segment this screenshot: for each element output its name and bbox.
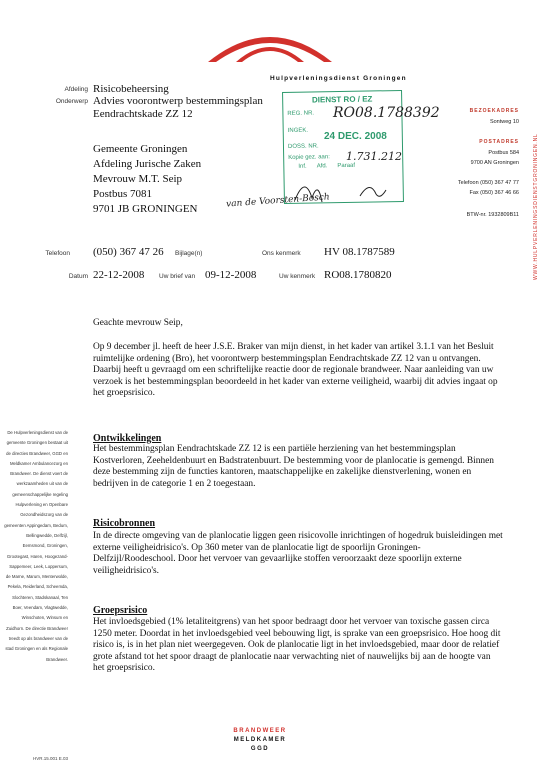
- paragraph-risicobronnen: In de directe omgeving van de planlocatie liggen geen risicovolle inrichtingen of hogedruk buisleidingen met externe veiligheidrisico's. Op 360 meter van de planlocatie ligt de spoorlijn Groningen-Delfzijl/Roodeschool. Door het vervoer van gevaarlijke stoffen veroorzaakt deze spoorlijn externe veiligheidrisico's.: [93, 531, 503, 576]
- stamp-doss-label: DOSS. NR.: [287, 143, 319, 150]
- datum-value: 22-12-2008: [93, 269, 145, 281]
- paragraph-intro: Op 9 december jl. heeft de heer J.S.E. Braker van mijn dienst, in het kader van artikel 3.1.1 van het Besluit ruimtelijke ordening (Bro), het voorontwerp bestemmingsplan Eendrachtskade ZZ 12 van u ontvangen. Daarbij heeft u gevraagd om een schriftelijke reactie door de regionale brandweer. Naar aanleiding van uw verzoek is het bestemmingsplan beoordeeld in het kader van externe veiligheid, waarbij dit advies ingaat op het groepsrisico.: [93, 342, 498, 399]
- footer-logo: [230, 727, 290, 754]
- footer-code: HVR.15.001 E.03: [33, 756, 69, 761]
- telefoon-value: (050) 367 47 26: [93, 246, 164, 258]
- subject-line-2: Eendrachtskade ZZ 12: [93, 108, 193, 120]
- label-datum: Datum: [68, 273, 88, 280]
- label-telefoon: Telefoon: [45, 250, 70, 257]
- handwritten-annotation: van de Voorsten-Bosch: [225, 192, 330, 210]
- paragraph-ontwikkelingen: Het bestemmingsplan Eendrachtskade ZZ 12 is een partiële herziening van het bestemmingsplan Kostverloren, Zeeheldenbuurt en Badstratenbuurt. De bestemming voor de planlocatie is gemengd. Binnen deze bestemming zijn de functies kantoren, maatschappelijke en zakelijke dienstverlening, wonen en bedrijven in de categorie 1 en 2 toegestaan.: [93, 444, 494, 489]
- footer-logo-meldkamer: MELDKAMER: [233, 737, 287, 743]
- stamp-reg-label: REG. NR.: [287, 110, 315, 117]
- recipient-line: 9701 JB GRONINGEN: [93, 203, 198, 215]
- stamp-ingek-label: INGEK.: [287, 127, 309, 134]
- stamp-ingek-value: 24 DEC. 2008: [324, 131, 387, 142]
- recipient-line: Gemeente Groningen: [93, 143, 188, 155]
- stamp-doss-value: 1.731.212: [346, 150, 402, 163]
- organization-name: Hulpverleningsdienst Groningen: [270, 75, 407, 82]
- recipient-line: Postbus 7081: [93, 188, 152, 200]
- recipient-address: [93, 142, 201, 217]
- stamp-reg-value: RO08.1788392: [333, 105, 440, 121]
- contact-column: [445, 108, 519, 218]
- postadres-line: 9700 AN Groningen: [470, 160, 519, 166]
- label-ons-kenmerk: Ons kenmerk: [262, 250, 301, 257]
- website-vertical: WWW.HULPVERLENINGSDIENSTGRONINGEN.NL: [533, 133, 539, 280]
- bezoekadres-heading: BEZOEKADRES: [469, 108, 519, 114]
- recipient-line: Mevrouw M.T. Seip: [93, 173, 183, 185]
- label-uw-brief: Uw brief van: [159, 273, 196, 280]
- label-bijlagen: Bijlage(n): [175, 250, 203, 257]
- label-onderwerp: Onderwerp: [55, 98, 88, 105]
- label-afdeling: Afdeling: [64, 86, 88, 93]
- recipient-line: Afdeling Jurische Zaken: [93, 158, 202, 170]
- stamp-col: Inf.: [298, 163, 307, 170]
- heading-groepsrisico: Groepsrisico: [93, 605, 148, 616]
- postadres-heading: POSTADRES: [479, 139, 519, 145]
- btw-number: BTW-nr. 1932809B11: [466, 212, 519, 218]
- footer-logo-brandweer: BRANDWEER: [233, 728, 287, 734]
- telefoon-line: Telefoon (050) 367 47 77: [457, 180, 519, 186]
- stamp-title: DIENST RO / EZ: [311, 94, 373, 105]
- sidebar-text: De Hulpverleningsdienst van de gemeente Groningen bestaat uit de directies Brandweer, GGD en Meldkamer Ambulancezorg en Brandweer. De dienst voert de werkzaamheden uit van de gemeenschappelijke regeling Hulpverlening en Openbare Gezondheidszorg van de gemeenten Appingedam, Bedum, Bellingwedde, Delfzijl, Eemsmond, Groningen, Grootegast, Haren, Hoogezand-Sappemeer, Leek, Loppersum, de Marne, Marum, Menterwolde, Pekela, Reiderland, Scheemda, Slochteren, Stadskanaal, Ten Boer, Veendam, Vlagtwedde, Winschoten, Winsum en Zuidhorn. De directie Brandweer treedt op als brandweer van de stad Groningen en als Regionale Brandweer.: [4, 430, 68, 662]
- stamp-kopie-label: Kopie gez. aan:: [288, 154, 330, 161]
- uw-kenmerk-value: RO08.1780820: [324, 269, 392, 281]
- salutation: Geachte mevrouw Seip,: [93, 318, 183, 328]
- uw-brief-value: 09-12-2008: [205, 269, 257, 281]
- stamp-col: Paraaf: [337, 162, 356, 170]
- paragraph-groepsrisico: Het invloedsgebied (1% letaliteitgrens) van het spoor bedraagt door het vervoer van toxische gassen circa 1250 meter. Doordat in het invloedsgebied veel bebouwing ligt, is sprake van een groepsrisico. Hoe hoog dit risico is, is in het plan niet weergegeven. Ook de planlocatie ligt in het invloedsgebied, maar door de relatief grote afstand tot het spoor draagt de planlocatie naar verwachting niet of nauwelijks bij aan de hoogte van het groepsrisico.: [93, 617, 501, 674]
- signature-scribble-icon: [290, 170, 400, 210]
- heading-ontwikkelingen: Ontwikkelingen: [93, 433, 162, 444]
- footer-logo-ggd: GGD: [250, 746, 270, 752]
- subject-line-1: Advies voorontwerp bestemmingsplan: [93, 95, 263, 107]
- label-uw-kenmerk: Uw kenmerk: [279, 273, 316, 280]
- afdeling-value: Risicobeheersing: [93, 83, 169, 95]
- postadres-line: Postbus 584: [488, 150, 519, 156]
- stamp-col: Afd.: [316, 163, 328, 170]
- bezoekadres: Sontweg 10: [489, 119, 519, 125]
- ons-kenmerk-value: HV 08.1787589: [324, 246, 395, 258]
- stamp-columns: [298, 162, 402, 170]
- heading-risicobronnen: Risicobronnen: [93, 518, 156, 529]
- logo-arc-icon: [200, 18, 340, 68]
- fax-line: Fax (050) 367 46 66: [469, 190, 519, 196]
